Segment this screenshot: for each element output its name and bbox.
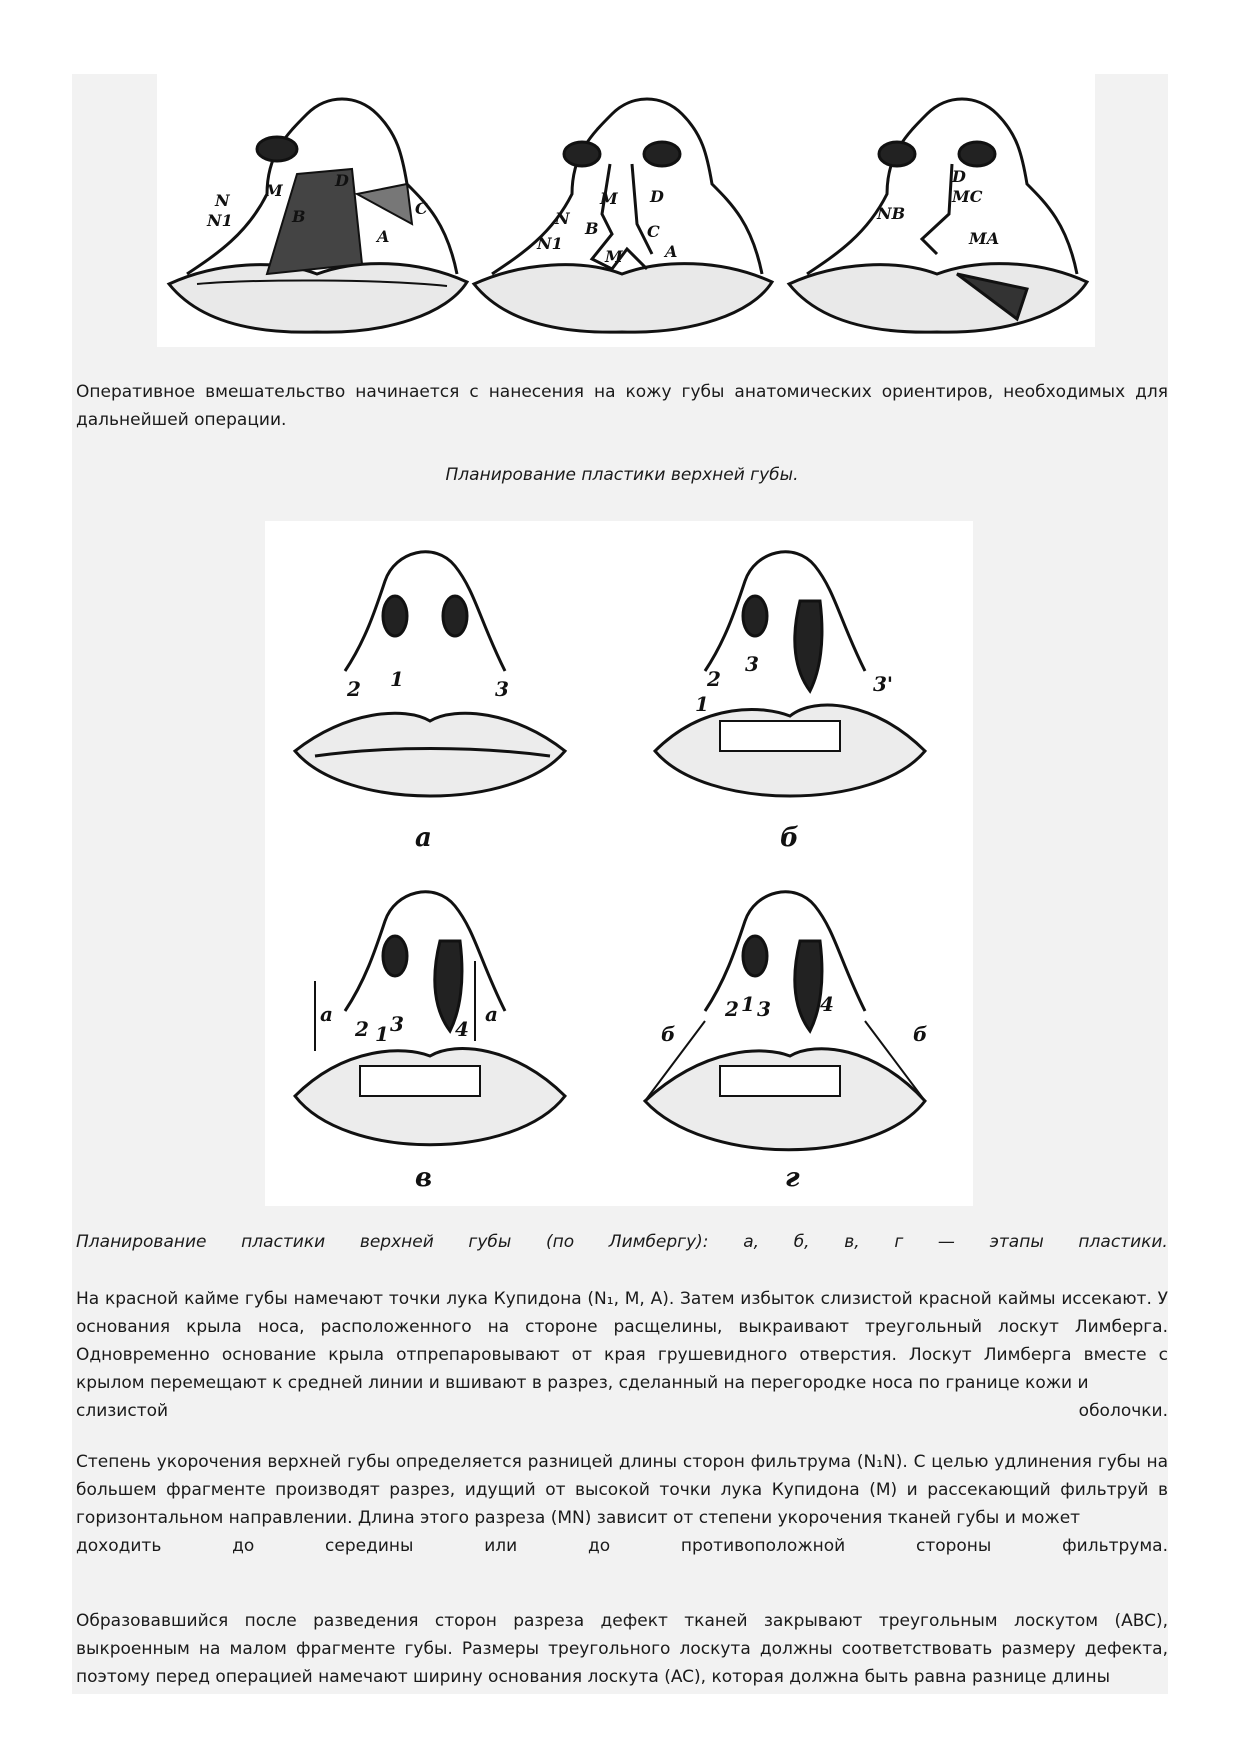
label-N1: N1	[537, 234, 563, 253]
caption-word: в,	[844, 1232, 860, 1252]
label-2: 2	[725, 997, 739, 1021]
panel-letter-v: в	[415, 1163, 433, 1193]
label-3prime: 3'	[873, 672, 894, 696]
paragraph-1-body: На красной кайме губы намечают точки лука Купидона (N₁, M, A). Затем избыток слизистой красной каймы иссекают. У основания крыла носа, расположенного на стороне расщелины, выкраивают треугольный лоскут Лимберга. Одновременно основание крыла отпрепаровывают от края грушевидного отверстия. Лоскут Лимберга вместе с крылом перемещают к средней линии и вшивают в разрез, сделанный на перегородке носа по границе кожи и	[76, 1289, 1168, 1393]
caption-word: г	[894, 1232, 904, 1252]
label-b-left: б	[661, 1022, 676, 1046]
label-3: 3	[757, 997, 771, 1021]
caption-limberg	[76, 1232, 1168, 1252]
label-3: 3	[390, 1012, 404, 1036]
label-M2: M	[605, 247, 623, 266]
limberg-figure	[265, 521, 973, 1206]
caption-word: губы	[468, 1232, 512, 1252]
label-a-left: а	[320, 1002, 333, 1026]
paragraph-1	[76, 1285, 1168, 1425]
panel-letter-g: г	[785, 1163, 800, 1193]
label-MC: MC	[952, 187, 983, 206]
label-A: A	[665, 242, 678, 261]
caption-word: этапы	[989, 1232, 1044, 1252]
label-N: N	[215, 191, 230, 210]
panel-v-drawing	[295, 892, 565, 1145]
intro-paragraph: Оперативное вмешательство начинается с нанесения на кожу губы анатомических ориентиров, необходимых для дальнейшей операции.	[76, 382, 1168, 430]
panel-3-drawing	[789, 99, 1087, 332]
word: слизистой	[76, 1401, 169, 1421]
word: фильтрума.	[1062, 1536, 1168, 1556]
paragraph-2	[76, 1448, 1168, 1560]
panel-g-drawing	[645, 892, 928, 1150]
word: противоположной	[680, 1536, 846, 1556]
label-4: 4	[455, 1017, 469, 1041]
caption-word: Лимбергу):	[608, 1232, 709, 1252]
panel-letter-a: а	[415, 823, 432, 853]
label-1: 1	[695, 692, 709, 716]
label-b-right: б	[913, 1022, 928, 1046]
word: оболочки.	[1078, 1401, 1168, 1421]
caption-planning: Планирование пластики верхней губы.	[445, 465, 799, 485]
label-1: 1	[375, 1022, 389, 1046]
label-B: B	[292, 207, 306, 226]
word: середины	[325, 1536, 414, 1556]
panel-2-drawing	[474, 99, 772, 332]
paragraph-3: Образовавшийся после разведения сторон разреза дефект тканей закрывают треугольным лоскутом (ABC), выкроенным на малом фрагменте губы. Размеры треугольного лоскута должны соответствовать размеру дефекта, поэтому перед операцией намечают ширину основания лоскута (AC), которая должна быть равна разнице длины	[76, 1611, 1168, 1687]
label-1: 1	[390, 667, 404, 691]
label-D: D	[952, 167, 966, 186]
label-M: M	[265, 181, 283, 200]
label-A: A	[377, 227, 390, 246]
paragraph-2-last-line	[76, 1532, 1168, 1560]
caption-word: пластики	[241, 1232, 326, 1252]
label-2: 2	[355, 1017, 369, 1041]
word: или	[484, 1536, 518, 1556]
label-C: C	[647, 222, 660, 241]
caption-word: а,	[743, 1232, 760, 1252]
cleft-lip-figure-top	[157, 74, 1095, 347]
label-M: M	[600, 189, 618, 208]
label-3: 3	[745, 652, 759, 676]
caption-word: Планирование	[76, 1232, 207, 1252]
paragraph-1-last-line	[76, 1397, 1168, 1425]
caption-word: пластики.	[1078, 1232, 1168, 1252]
caption-word: б,	[793, 1232, 810, 1252]
label-B: B	[585, 219, 599, 238]
label-N: N	[555, 209, 570, 228]
paragraph-2-body: Степень укорочения верхней губы определяется разницей длины сторон фильтрума (N₁N). С целью удлинения губы на большем фрагменте производят разрез, идущий от высокой точки лука Купидона (M) и рассекающий фильтруй в горизонтальном направлении. Длина этого разреза (MN) зависит от степени укорочения тканей губы и может	[76, 1452, 1168, 1528]
caption-word: верхней	[359, 1232, 434, 1252]
label-C: C	[415, 199, 428, 218]
label-N1: N1	[207, 211, 233, 230]
label-3: 3	[495, 677, 509, 701]
panel-letter-b: б	[780, 823, 799, 853]
label-D: D	[335, 171, 349, 190]
word: доходить	[76, 1536, 162, 1556]
caption-word: —	[937, 1232, 955, 1252]
label-D: D	[650, 187, 664, 206]
label-MA: MA	[969, 229, 1000, 248]
label-2: 2	[707, 667, 721, 691]
caption-word: (по	[545, 1232, 575, 1252]
label-2: 2	[347, 677, 361, 701]
label-NB: NB	[877, 204, 906, 223]
label-a-right: а	[485, 1002, 498, 1026]
label-1: 1	[741, 992, 755, 1016]
panel-a-drawing	[295, 552, 565, 796]
word: до	[232, 1536, 255, 1556]
word: стороны	[915, 1536, 992, 1556]
word: до	[587, 1536, 611, 1556]
label-4: 4	[820, 992, 834, 1016]
